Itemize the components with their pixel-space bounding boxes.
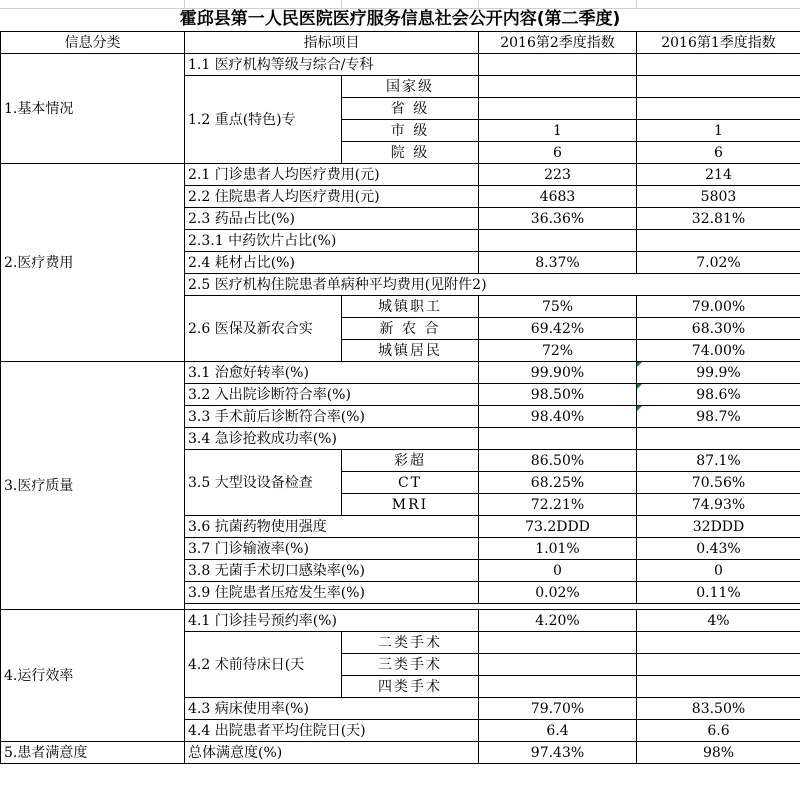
q1-cell[interactable] (637, 76, 800, 98)
q1-cell[interactable] (637, 428, 800, 450)
q2-cell[interactable]: 6.4 (479, 720, 637, 742)
q2-cell[interactable]: 0.02% (479, 582, 637, 604)
q2-cell[interactable] (479, 76, 637, 98)
page-title: 霍邱县第一人民医院医疗服务信息社会公开内容(第二季度) (179, 9, 621, 29)
sub-indicator-cell[interactable]: 三类手术 (342, 654, 479, 676)
indicator-cell[interactable]: 2.6 医保及新农合实 (185, 296, 342, 362)
q2-cell[interactable] (479, 428, 637, 450)
q1-cell[interactable] (637, 676, 800, 698)
q1-cell[interactable]: 98.6% (637, 384, 800, 406)
indicator-cell[interactable]: 2.4 耗材占比(%) (185, 252, 479, 274)
table-row (1, 362, 800, 384)
q2-cell[interactable] (479, 230, 637, 252)
sub-indicator-cell[interactable]: 国家级 (342, 76, 479, 98)
table-row (1, 742, 800, 764)
q2-cell[interactable]: 72.21% (479, 494, 637, 516)
info-table (0, 31, 800, 764)
q1-cell[interactable]: 32.81% (637, 208, 800, 230)
q2-cell[interactable]: 1.01% (479, 538, 637, 560)
q1-cell[interactable]: 0 (637, 560, 800, 582)
q1-cell[interactable]: 74.93% (637, 494, 800, 516)
q2-cell[interactable]: 75% (479, 296, 637, 318)
sub-indicator-cell[interactable]: 四类手术 (342, 676, 479, 698)
sub-indicator-cell[interactable]: 省 级 (342, 98, 479, 120)
q1-cell[interactable]: 6 (637, 142, 800, 164)
sub-indicator-cell[interactable]: 彩超 (342, 450, 479, 472)
header-q1[interactable]: 2016第1季度指数 (637, 32, 800, 54)
q2-cell[interactable]: 6 (479, 142, 637, 164)
q2-cell[interactable]: 79.70% (479, 698, 637, 720)
q2-cell[interactable]: 99.90% (479, 362, 637, 384)
sub-indicator-cell[interactable]: 城镇职工 (342, 296, 479, 318)
q2-cell[interactable] (479, 654, 637, 676)
indicator-cell[interactable]: 4.1 门诊挂号预约率(%) (185, 610, 479, 632)
q2-cell[interactable]: 72% (479, 340, 637, 362)
indicator-cell[interactable]: 3.9 住院患者压疮发生率(%) (185, 582, 479, 604)
table-row (1, 164, 800, 186)
q1-cell[interactable]: 79.00% (637, 296, 800, 318)
indicator-cell[interactable]: 1.2 重点(特色)专 (185, 76, 342, 164)
q2-cell[interactable]: 86.50% (479, 450, 637, 472)
table-row (1, 54, 800, 76)
q2-cell[interactable] (479, 54, 637, 76)
indicator-cell[interactable]: 3.7 门诊输液率(%) (185, 538, 479, 560)
indicator-cell[interactable]: 总体满意度(%) (185, 742, 479, 764)
q1-cell[interactable]: 0.43% (637, 538, 800, 560)
category-efficiency[interactable]: 4.运行效率 (1, 610, 185, 742)
q2-cell[interactable]: 98.50% (479, 384, 637, 406)
q1-cell[interactable] (637, 632, 800, 654)
q2-cell[interactable]: 1 (479, 120, 637, 142)
sub-indicator-cell[interactable]: CT (342, 472, 479, 494)
q1-cell[interactable]: 99.9% (637, 362, 800, 384)
q2-cell[interactable]: 4683 (479, 186, 637, 208)
sub-indicator-cell[interactable]: 新 农 合 (342, 318, 479, 340)
indicator-cell[interactable]: 2.2 住院患者人均医疗费用(元) (185, 186, 479, 208)
q2-cell[interactable]: 98.40% (479, 406, 637, 428)
q1-cell[interactable]: 214 (637, 164, 800, 186)
header-category[interactable]: 信息分类 (1, 32, 185, 54)
indicator-cell[interactable]: 3.5 大型设设备检查 (185, 450, 342, 516)
q1-cell[interactable] (637, 654, 800, 676)
q1-cell[interactable]: 87.1% (637, 450, 800, 472)
indicator-cell[interactable]: 2.3.1 中药饮片占比(%) (185, 230, 479, 252)
q2-cell[interactable]: 0 (479, 560, 637, 582)
sub-indicator-cell[interactable]: 城镇居民 (342, 340, 479, 362)
q1-cell[interactable]: 6.6 (637, 720, 800, 742)
table-row (1, 610, 800, 632)
q1-cell[interactable]: 5803 (637, 186, 800, 208)
sub-indicator-cell[interactable]: MRI (342, 494, 479, 516)
q1-cell[interactable]: 74.00% (637, 340, 800, 362)
indicator-cell[interactable]: 3.4 急诊抢救成功率(%) (185, 428, 479, 450)
q1-cell[interactable] (637, 98, 800, 120)
indicator-cell[interactable]: 3.3 手术前后诊断符合率(%) (185, 406, 479, 428)
indicator-cell[interactable]: 3.8 无菌手术切口感染率(%) (185, 560, 479, 582)
indicator-cell[interactable]: 2.1 门诊患者人均医疗费用(元) (185, 164, 479, 186)
category-satisfaction[interactable]: 5.患者满意度 (1, 742, 185, 764)
sub-indicator-cell[interactable]: 二类手术 (342, 632, 479, 654)
header-indicator[interactable]: 指标项目 (185, 32, 479, 54)
q1-cell[interactable]: 1 (637, 120, 800, 142)
indicator-cell[interactable]: 3.6 抗菌药物使用强度 (185, 516, 479, 538)
q2-cell[interactable] (479, 98, 637, 120)
indicator-cell[interactable]: 4.3 病床使用率(%) (185, 698, 479, 720)
q1-cell[interactable]: 98% (637, 742, 800, 764)
q2-cell[interactable]: 69.42% (479, 318, 637, 340)
q2-cell[interactable]: 68.25% (479, 472, 637, 494)
q2-cell[interactable]: 73.2DDD (479, 516, 637, 538)
sub-indicator-cell[interactable]: 院 级 (342, 142, 479, 164)
indicator-cell[interactable]: 3.2 入出院诊断符合率(%) (185, 384, 479, 406)
q2-cell[interactable]: 97.43% (479, 742, 637, 764)
category-quality[interactable]: 3.医疗质量 (1, 362, 185, 610)
q1-cell[interactable] (637, 54, 800, 76)
sub-indicator-cell[interactable]: 市 级 (342, 120, 479, 142)
q1-cell[interactable]: 7.02% (637, 252, 800, 274)
category-basic[interactable]: 1.基本情况 (1, 54, 185, 164)
q2-cell[interactable] (479, 632, 637, 654)
q1-cell[interactable]: 98.7% (637, 406, 800, 428)
indicator-cell[interactable]: 1.1 医疗机构等级与综合/专科 (185, 54, 479, 76)
header-row (1, 32, 800, 54)
q2-cell[interactable]: 8.37% (479, 252, 637, 274)
q1-cell[interactable]: 70.56% (637, 472, 800, 494)
header-q2[interactable]: 2016第2季度指数 (479, 32, 637, 54)
q1-cell[interactable]: 68.30% (637, 318, 800, 340)
q2-cell[interactable]: 223 (479, 164, 637, 186)
category-cost[interactable]: 2.医疗费用 (1, 164, 185, 362)
q1-cell[interactable]: 4% (637, 610, 800, 632)
q1-cell[interactable]: 83.50% (637, 698, 800, 720)
q1-cell[interactable] (637, 230, 800, 252)
q2-cell[interactable]: 36.36% (479, 208, 637, 230)
indicator-cell[interactable]: 4.2 术前待床日(天 (185, 632, 342, 698)
indicator-cell[interactable]: 2.3 药品占比(%) (185, 208, 479, 230)
q1-cell[interactable]: 32DDD (637, 516, 800, 538)
q2-cell[interactable]: 4.20% (479, 610, 637, 632)
q1-cell[interactable]: 0.11% (637, 582, 800, 604)
indicator-cell[interactable]: 2.5 医疗机构住院患者单病种平均费用(见附件2) (185, 274, 800, 296)
indicator-cell[interactable]: 4.4 出院患者平均住院日(天) (185, 720, 479, 742)
indicator-cell[interactable]: 3.1 治愈好转率(%) (185, 362, 479, 384)
q2-cell[interactable] (479, 676, 637, 698)
